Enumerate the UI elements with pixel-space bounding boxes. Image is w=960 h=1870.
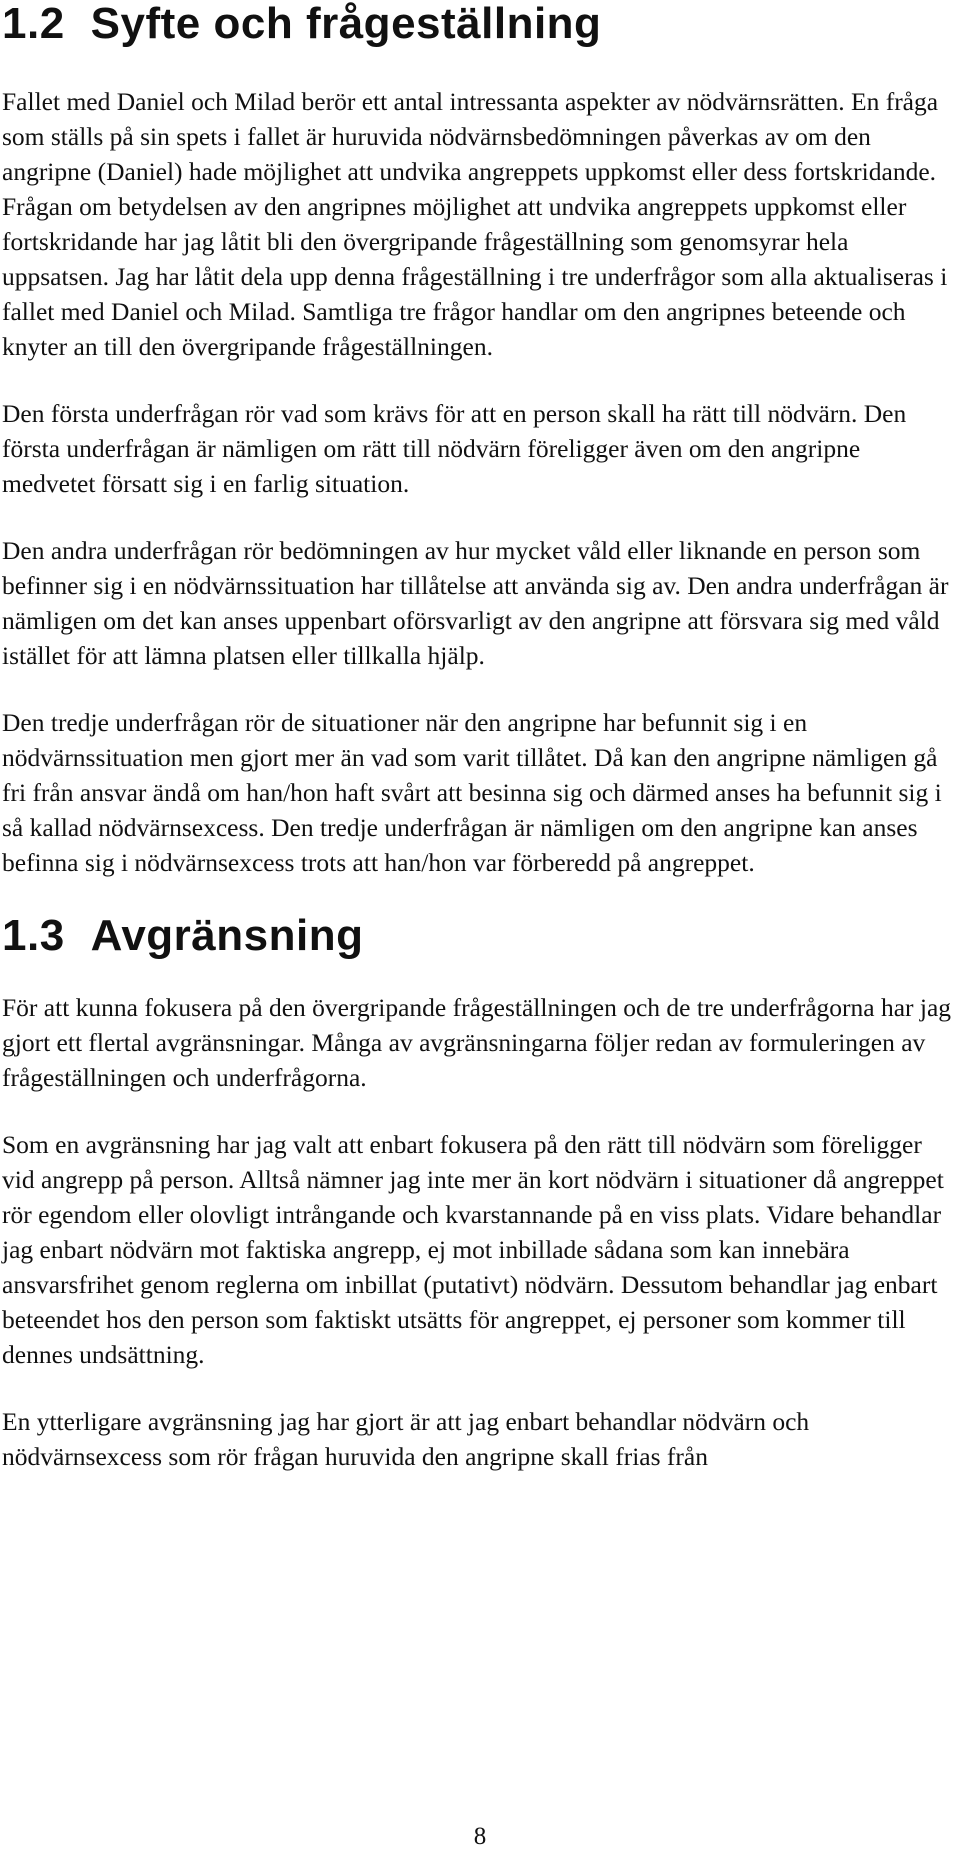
paragraph: En ytterligare avgränsning jag har gjort är att jag enbart behandlar nödvärn och nödvärnsexcess som rör frågan huruvida den angripne skall frias från — [2, 1407, 810, 1471]
page-content — [2, 0, 958, 1506]
section-heading-avgransning — [2, 912, 958, 960]
paragraph: Den första underfrågan rör vad som krävs för att en person skall ha rätt till nödvärn. Den första underfrågan är nämligen om rätt till nödvärn föreligger även om den angripne medvetet försatt sig i en farlig situation. — [2, 399, 907, 498]
section-heading-syfte — [2, 0, 958, 54]
section-number: 1.2 — [2, 0, 65, 48]
paragraph: Den andra underfrågan rör bedömningen av hur mycket våld eller liknande en person som befinner sig i en nödvärnssituation har tillåtelse att använda sig av. Den andra underfrågan är nämligen om det kan anses uppenbart oförsvarligt av den angripne att försvara sig med våld istället för att lämna platsen eller tillkalla hjälp. — [2, 536, 949, 670]
paragraph: Den tredje underfrågan rör de situationer när den angripne har befunnit sig i en nödvärnssituation men gjort mer än vad som varit tillåtet. Då kan den angripne nämligen gå fri från ansvar ändå om han/hon haft svårt att besinna sig och därmed anses ha befunnit sig i så kallad nödvärnsexcess. Den tredje underfrågan är nämligen om den angripne kan anses befinna sig i nödvärnsexcess trots att han/hon var förberedd på angreppet. — [2, 708, 942, 877]
paragraph: Som en avgränsning har jag valt att enbart fokusera på den rätt till nödvärn som föreligger vid angrepp på person. Alltså nämner jag inte mer än kort nödvärn i situationer då angreppet rör egendom eller olovligt intrångande och kvarstannande på en viss plats. Vidare behandlar jag enbart nödvärn mot faktiska angrepp, ej mot inbillade sådana som kan innebära ansvarsfrihet genom reglerna om inbillat (putativt) nödvärn. Dessutom behandlar jag enbart beteendet hos den person som faktiskt utsätts för angreppet, ej personer som kommer till dennes undsättning. — [2, 1130, 944, 1369]
paragraph: Fallet med Daniel och Milad berör ett antal intressanta aspekter av nödvärnsrätten. En fråga som ställs på sin spets i fallet är huruvida nödvärnsbedömningen påverkas av om den angripne (Daniel) hade möjlighet att undvika angreppets uppkomst eller dess fortskridande. Frågan om betydelsen av den angripnes möjlighet att undvika angreppets uppkomst eller fortskridande har jag låtit bli den övergripande frågeställning som genomsyrar hela uppsatsen. Jag har låtit dela upp denna frågeställning i tre underfrågor som alla aktualiseras i fallet med Daniel och Milad. Samtliga tre frågor handlar om den angripnes beteende och knyter an till den övergripande frågeställningen. — [2, 87, 948, 361]
section-number: 1.3 — [2, 911, 65, 960]
paragraph: För att kunna fokusera på den övergripande frågeställningen och de tre underfrågorna har jag gjort ett flertal avgränsningar. Många av avgränsningarna följer redan av formuleringen av frågeställningen och underfrågorna. — [2, 993, 952, 1092]
section-title: Avgränsning — [90, 911, 364, 960]
page-number: 8 — [473, 1823, 487, 1850]
section-title: Syfte och frågeställning — [90, 0, 602, 48]
